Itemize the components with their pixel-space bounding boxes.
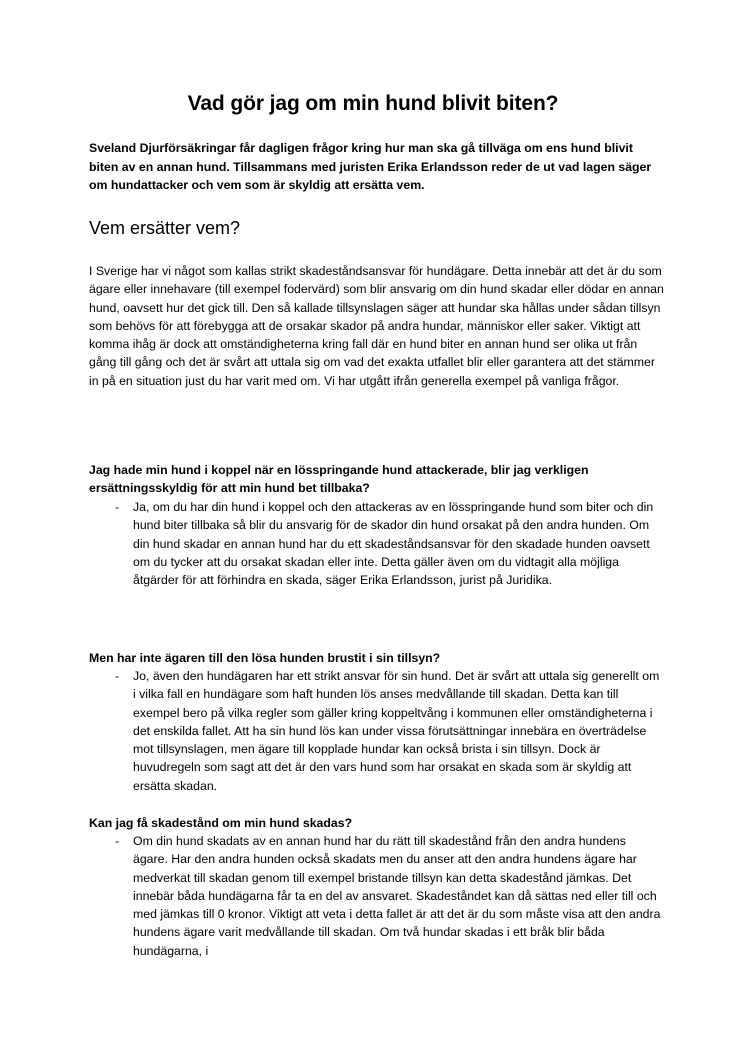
faq-answer-text-3: Om din hund skadats av en annan hund har du rätt till skadestånd från den andra hundens ägare. Har den andra hunden också skadats men du anser att den andra hundens ägare har medverkat till skadan genom till exempel bristande tillsyn kan detta skadestånd jämkas. Det innebär båda hundägarna får ta en del av ansvaret. Skadeståndet kan då sättas ned eller till och med jämkas till 0 kronor. Viktigt att veta i detta fallet är att det är du som måste visa att den andra hundens ägare varit medvållande till skadan. Om två hundar skadas i ett bråk blir båda hundägarna, i <box>133 834 661 958</box>
faq-answer-2 <box>89 667 664 795</box>
lead-paragraph: Sveland Djurförsäkringar får dagligen frågor kring hur man ska gå tillväga om ens hund blivit biten av en annan hund. Tillsammans med juristen Erika Erlandsson reder de ut vad lagen säger om hundattacker och vem som är skyldig att ersätta vem. <box>89 141 652 192</box>
page-title: Vad gör jag om min hund blivit biten? <box>187 92 559 115</box>
faq-answer-1 <box>89 498 664 589</box>
faq-answer-text-2: Jo, även den hundägaren har ett strikt ansvar för sin hund. Det är svårt att uttala sig generellt om i vilka fall en hundägare som haft hunden lös anses medvållande till skadan. Detta kan till exempel bero på vilka regler som gäller kring koppeltvång i kommunen eller omständigheterna i det enskilda fallet. Att ha sin hund lös kan under vissa förutsättningar innebära en överträdelse mot tillsynslagen, men ägare till kopplade hundar kan också brista i sin tillsyn. Dock är huvudregeln som sagt att det är den vars hund som har orsakat en skada som är skyldig att ersätta skadan. <box>133 669 660 793</box>
faq-answer-3 <box>89 832 664 960</box>
bullet-dash: - <box>115 834 120 848</box>
section-heading: Vem ersätter vem? <box>89 218 241 238</box>
faq-question-1: Jag hade min hund i koppel när en lösspringande hund attackerade, blir jag verkligen ersättningsskyldig för att min hund bet tillbaka? <box>89 463 589 496</box>
bullet-dash: - <box>115 669 120 683</box>
faq-answer-text-1: Ja, om du har din hund i koppel och den attackeras av en lösspringande hund som biter och din hund biter tillbaka så blir du ansvarig för de skador din hund orsakat på den andra hunden. Om din hund skadar en annan hund har du ett skadeståndsansvar för den skadade hunden oavsett om du tycker att du orsakat skadan eller inte. Detta gäller även om du vidtagit alla möjliga åtgärder för att förhindra en skada, säger Erika Erlandsson, jurist på Juridika. <box>133 500 654 588</box>
faq-question-2: Men har inte ägaren till den lösa hunden brustit i sin tillsyn? <box>89 651 441 665</box>
intro-paragraph: I Sverige har vi något som kallas strikt skadeståndsansvar för hundägare. Detta innebär att det är du som ägare eller innehavare (till exempel fodervärd) som blir ansvarig om din hund skadar eller dödar en annan hund, oavsett hur det gick till. Den så kallade tillsynslagen säger att hundar ska hållas under sådan tillsyn som behövs för att förebygga att de orsakar skador på andra hundar, människor eller saker. Viktigt att komma ihåg är dock att omständigheterna kring fall där en hund biter en annan hund ser olika ut från gång till gång och det är svårt att uttala sig om vad det exakta utfallet blir eller garantera att det stämmer in på en situation just du har varit med om. Vi har utgått ifrån generella exempel på vanliga frågor. <box>89 264 664 388</box>
faq-question-3: Kan jag få skadestånd om min hund skadas? <box>89 816 353 830</box>
bullet-dash: - <box>115 500 120 514</box>
